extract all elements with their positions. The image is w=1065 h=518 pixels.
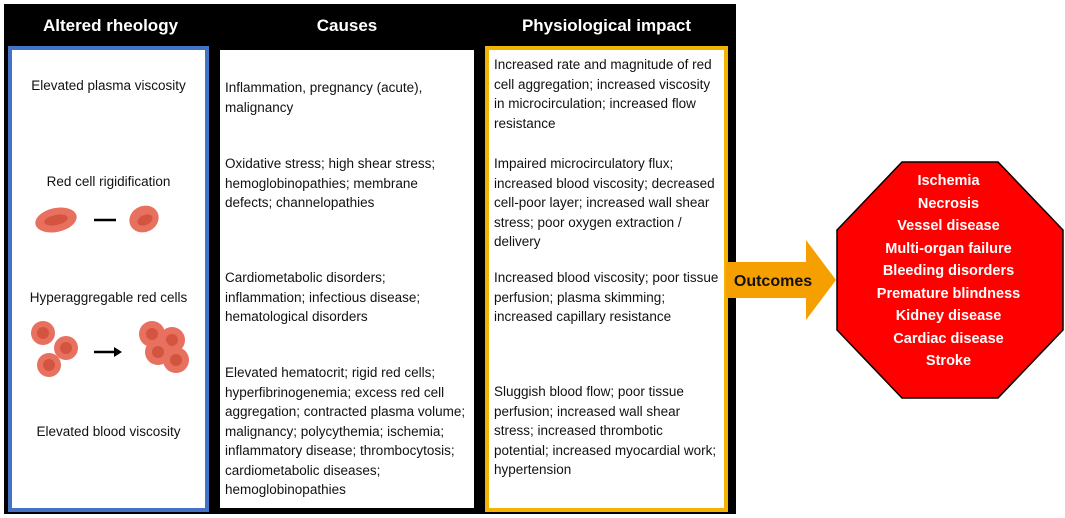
outcome-kidney-disease: Kidney disease (895, 308, 1002, 324)
outcomes-arrow (726, 240, 838, 320)
outcome-vessel-disease: Vessel disease (897, 218, 1000, 234)
header-physiological-impact: Physiological impact (521, 16, 692, 35)
rheology-item-plasma-viscosity: Elevated plasma viscosity (31, 78, 186, 93)
impact-item-hyperaggregation: Increased blood viscosity; poor tissue perfusion; plasma skimming; increased capillary resistance (494, 270, 719, 324)
separate-red-cells-icon (31, 321, 78, 377)
header-altered-rheology: Altered rheology (42, 16, 179, 35)
impact-item-rigidification: Impaired microcirculatory flux; increased blood viscosity; decreased cell-poor layer; increased wall shear stress; poor oxygen extraction / delivery (494, 156, 715, 249)
rheology-item-hyperaggregable-cells: Hyperaggregable red cells (29, 290, 188, 305)
outcome-ischemia: Ischemia (917, 173, 980, 189)
cause-item-blood-viscosity: Elevated hematocrit; rigid red cells; hyperfibrinogenemia; excess red cell aggregation; contracted plasma volume; malignancy; polycythemia; ischemia; inflammatory disease; thrombocytosis; cardiometabolic diseases; hemoglobinopathies (225, 365, 466, 497)
outcome-necrosis: Necrosis (917, 195, 980, 212)
outcome-cardiac-disease: Cardiac disease (893, 330, 1004, 347)
physiological-impact-column (485, 46, 728, 512)
rigidification-illustration (24, 200, 174, 240)
rheology-item-red-cell-rigidification: Red cell rigidification (46, 174, 171, 189)
outcome-bleeding-disorders: Bleeding disorders (882, 263, 1015, 279)
impact-item-blood-viscosity: Sluggish blood flow; poor tissue perfusion; increased wall shear stress; increased thrombotic potential; increased myocardial work; hypertension (494, 384, 717, 477)
header-causes: Causes (316, 16, 378, 35)
outcomes-arrow-label: Outcomes (733, 273, 813, 290)
aggregated-red-cells-icon (139, 321, 189, 373)
cause-item-hyperaggregation: Cardiometabolic disorders; inflammation; infectious disease; hematological disorders (225, 270, 421, 324)
rigid-red-cell-icon (125, 201, 163, 237)
outcomes-list (830, 170, 1065, 373)
altered-rheology-column (8, 46, 209, 512)
impact-item-plasma-viscosity: Increased rate and magnitude of red cell aggregation; increased viscosity in microcirculation; increased flow resistance (494, 57, 712, 131)
causes-column (216, 46, 478, 512)
deformable-red-cell-icon (33, 204, 79, 236)
aggregation-illustration (24, 312, 204, 384)
outcome-premature-blindness: Premature blindness (876, 285, 1021, 302)
figure-frame (4, 4, 736, 514)
cause-item-plasma-viscosity: Inflammation, pregnancy (acute), malignancy (225, 80, 423, 115)
outcome-stroke: Stroke (925, 353, 972, 369)
outcome-multi-organ-failure: Multi-organ failure (885, 240, 1012, 257)
rheology-item-blood-viscosity: Elevated blood viscosity (36, 424, 181, 439)
aggregate-arrow-icon (94, 347, 122, 357)
cause-item-rigidification: Oxidative stress; high shear stress; hemoglobinopathies; membrane defects; channelopathies (225, 156, 436, 210)
